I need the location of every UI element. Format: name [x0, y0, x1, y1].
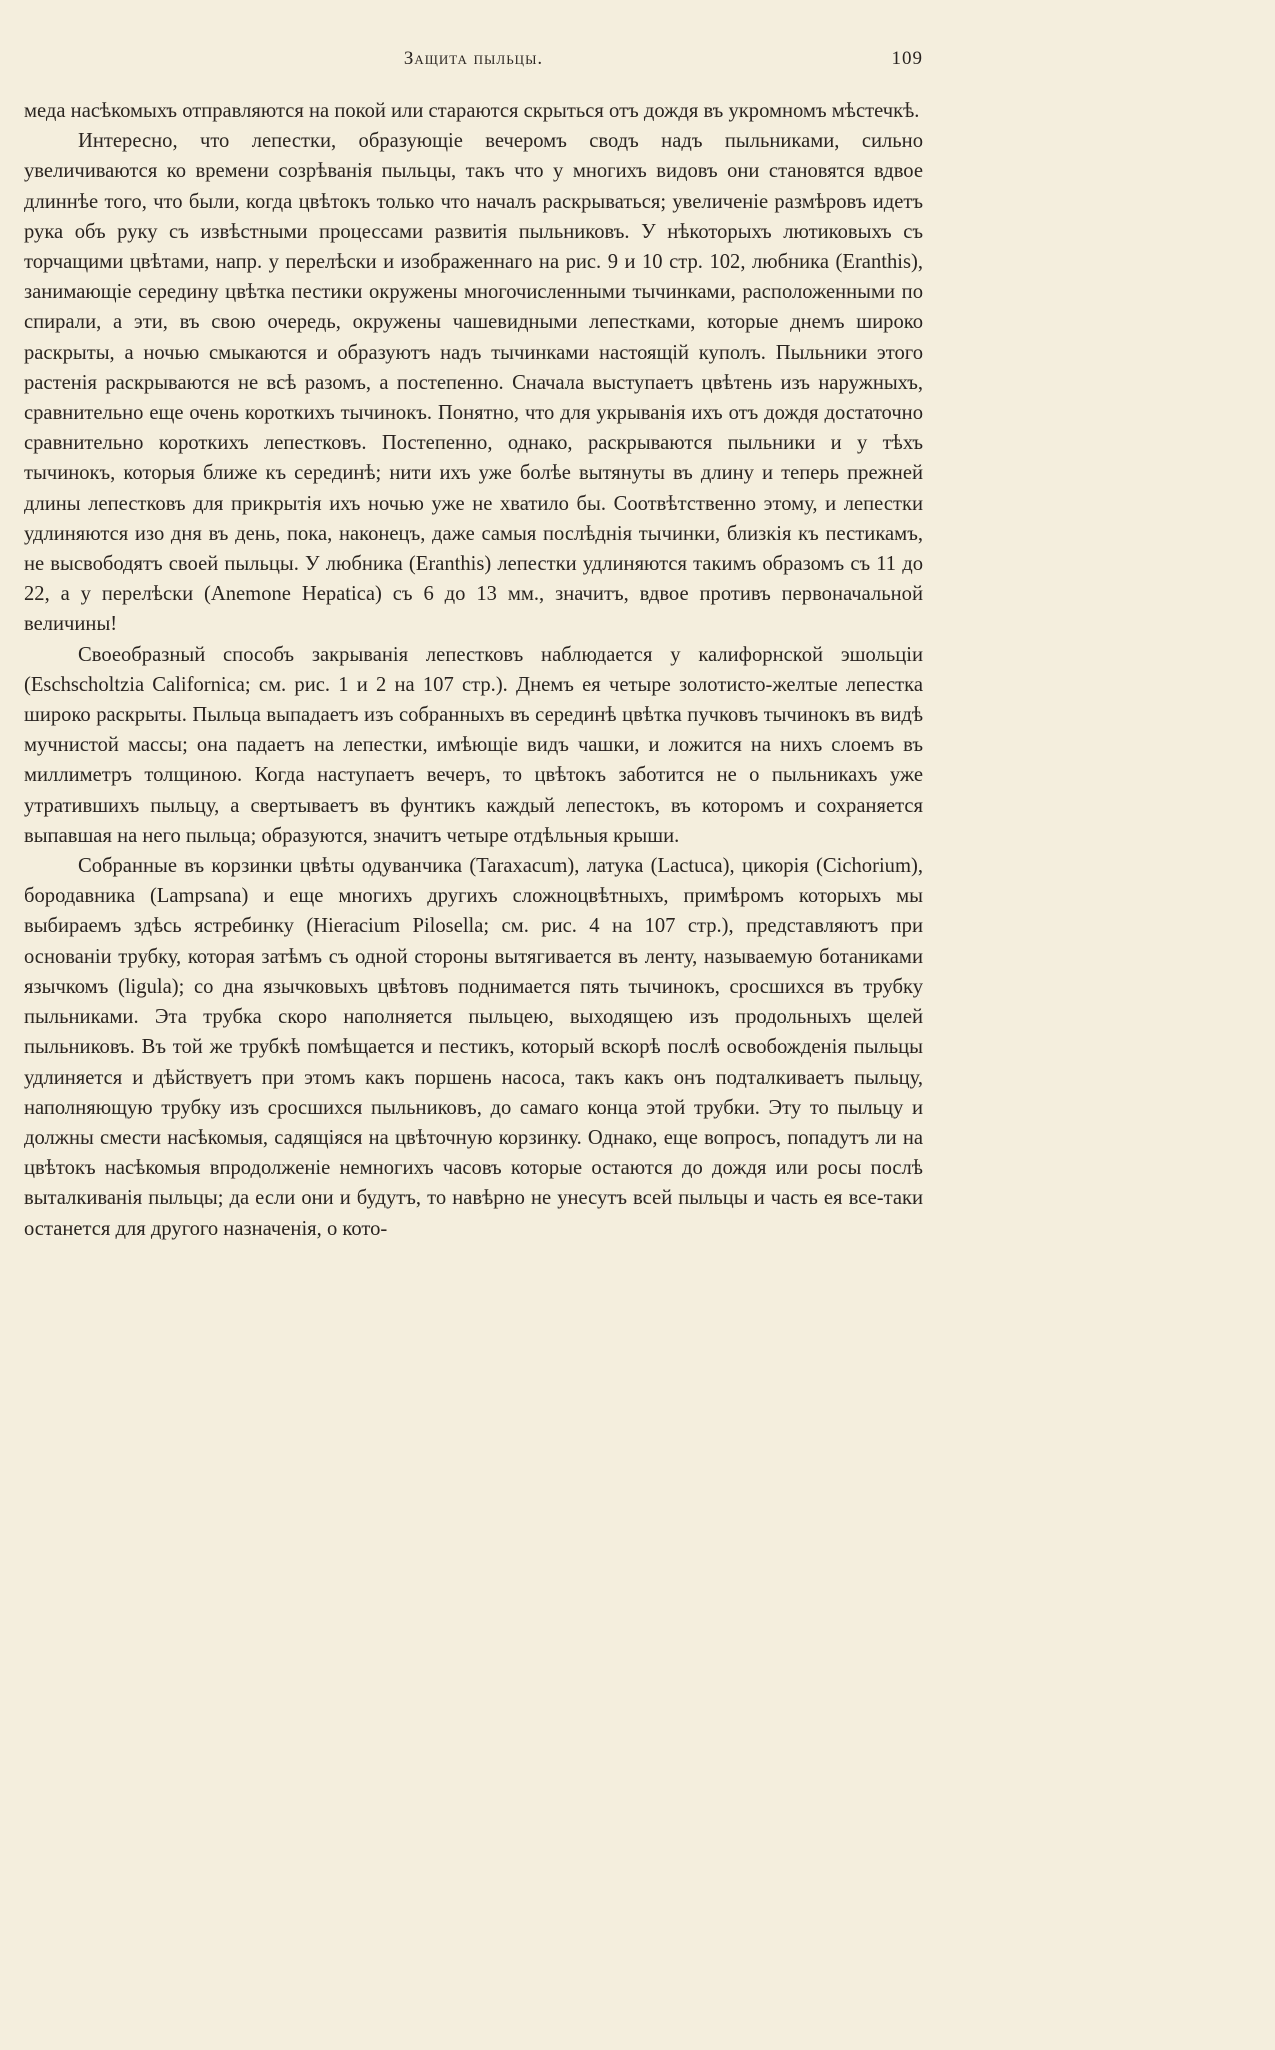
- body-text: [24, 96, 923, 1244]
- running-head: [24, 48, 923, 78]
- paragraph-eschscholtzia: Своеобразный способъ закрыванія лепестковъ наблюдается у калифорнской эшольціи (Eschscholtzia Californica; см. рис. 1 и 2 на 107 стр.). Днемъ ея четыре золотисто-желтые лепестка широко раскрыты. Пыльца выпадаетъ изъ собранныхъ въ серединѣ цвѣтка пучковъ тычинокъ въ видѣ мучнистой массы; она падаетъ на лепестки, имѣющіе видъ чашки, и ложится на нихъ слоемъ въ миллиметръ толщиною. Когда наступаетъ вечеръ, то цвѣтокъ заботится не о пыльникахъ уже утратившихъ пыльцу, а свертываетъ въ фунтикъ каждый лепестокъ, въ которомъ и сохраняется выпавшая на него пыльца; образуются, значитъ четыре отдѣльныя крыши.: [24, 643, 923, 847]
- paragraph-continued: меда насѣкомыхъ отправляются на покой или стараются скрыться отъ дождя въ укромномъ мѣстечкѣ.: [24, 100, 920, 122]
- page-title: Защита пыльцы.: [403, 48, 544, 69]
- paragraph-petals: Интересно, что лепестки, образующіе вечеромъ сводъ надъ пыльниками, сильно увеличиваются ко времени созрѣванія пыльцы, такъ что у многихъ видовъ они становятся вдвое длиннѣе того, что были, когда цвѣтокъ только что началъ раскрываться; увеличеніе размѣровъ идетъ рука объ руку съ извѣстными процессами развитія пыльниковъ. У нѣкоторыхъ лютиковыхъ съ торчащими цвѣтами, напр. у перелѣски и изображеннаго на рис. 9 и 10 стр. 102, любника (Eranthis), занимающіе середину цвѣтка пестики окружены многочисленными тычинками, расположенными по спирали, а эти, въ свою очередь, окружены чашевидными лепестками, которые днемъ широко раскрыты, а ночью смыкаются и образуютъ надъ тычинками настоящій куполъ. Пыльники этого растенія раскрываются не всѣ разомъ, а постепенно. Сначала выступаетъ цвѣтень изъ наружныхъ, сравнительно еще очень короткихъ тычинокъ. Понятно, что для укрыванія ихъ отъ дождя достаточно сравнительно короткихъ лепестковъ. Постепенно, однако, раскрываются пыльники и у тѣхъ тычинокъ, которыя ближе къ серединѣ; нити ихъ уже болѣе вытянуты въ длину и теперь прежней длины лепестковъ для прикрытія ихъ ночью уже не хватило бы. Соотвѣтственно этому, и лепестки удлиняются изо дня въ день, пока, наконецъ, даже самыя послѣднія тычинки, близкія къ пестикамъ, не высвободятъ своей пыльцы. У любника (Eranthis) лепестки удлиняются такимъ образомъ съ 11 до 22, а у перелѣски (Anemone Hepatica) съ 6 до 13 мм., значитъ, вдвое противъ первоначальной величины!: [24, 130, 923, 636]
- page-number: 109: [891, 48, 923, 69]
- paragraph-composites: Собранные въ корзинки цвѣты одуванчика (Taraxacum), латука (Lactuca), цикорія (Cichorium), бородавника (Lampsana) и еще многихъ другихъ сложноцвѣтныхъ, примѣромъ которыхъ мы выбираемъ здѣсь ястребинку (Hieracium Pilosella; см. рис. 4 на 107 стр.), представляютъ при основаніи трубку, которая затѣмъ съ одной стороны вытягивается въ ленту, называемую ботаниками язычкомъ (ligula); со дна язычковыхъ цвѣтовъ поднимается пять тычинокъ, сросшихся въ трубку пыльниками. Эта трубка скоро наполняется пыльцею, выходящею изъ продольныхъ щелей пыльниковъ. Въ той же трубкѣ помѣщается и пестикъ, который вскорѣ послѣ освобожденія пыльцы удлиняется и дѣйствуетъ при этомъ какъ поршень насоса, такъ какъ онъ подталкиваетъ пыльцу, наполняющую трубку изъ сросшихся пыльниковъ, до самаго конца этой трубки. Эту то пыльцу и должны смести насѣкомыя, садящіяся на цвѣточную корзинку. Однако, еще вопросъ, попадутъ ли на цвѣтокъ насѣкомыя впродолженіе немногихъ часовъ которые остаются до дождя или росы послѣ выталкиванія пыльцы; да если они и будутъ, то навѣрно не унесутъ всей пыльцы и часть ея все-таки останется для другого назначенія, о кото-: [24, 855, 923, 1240]
